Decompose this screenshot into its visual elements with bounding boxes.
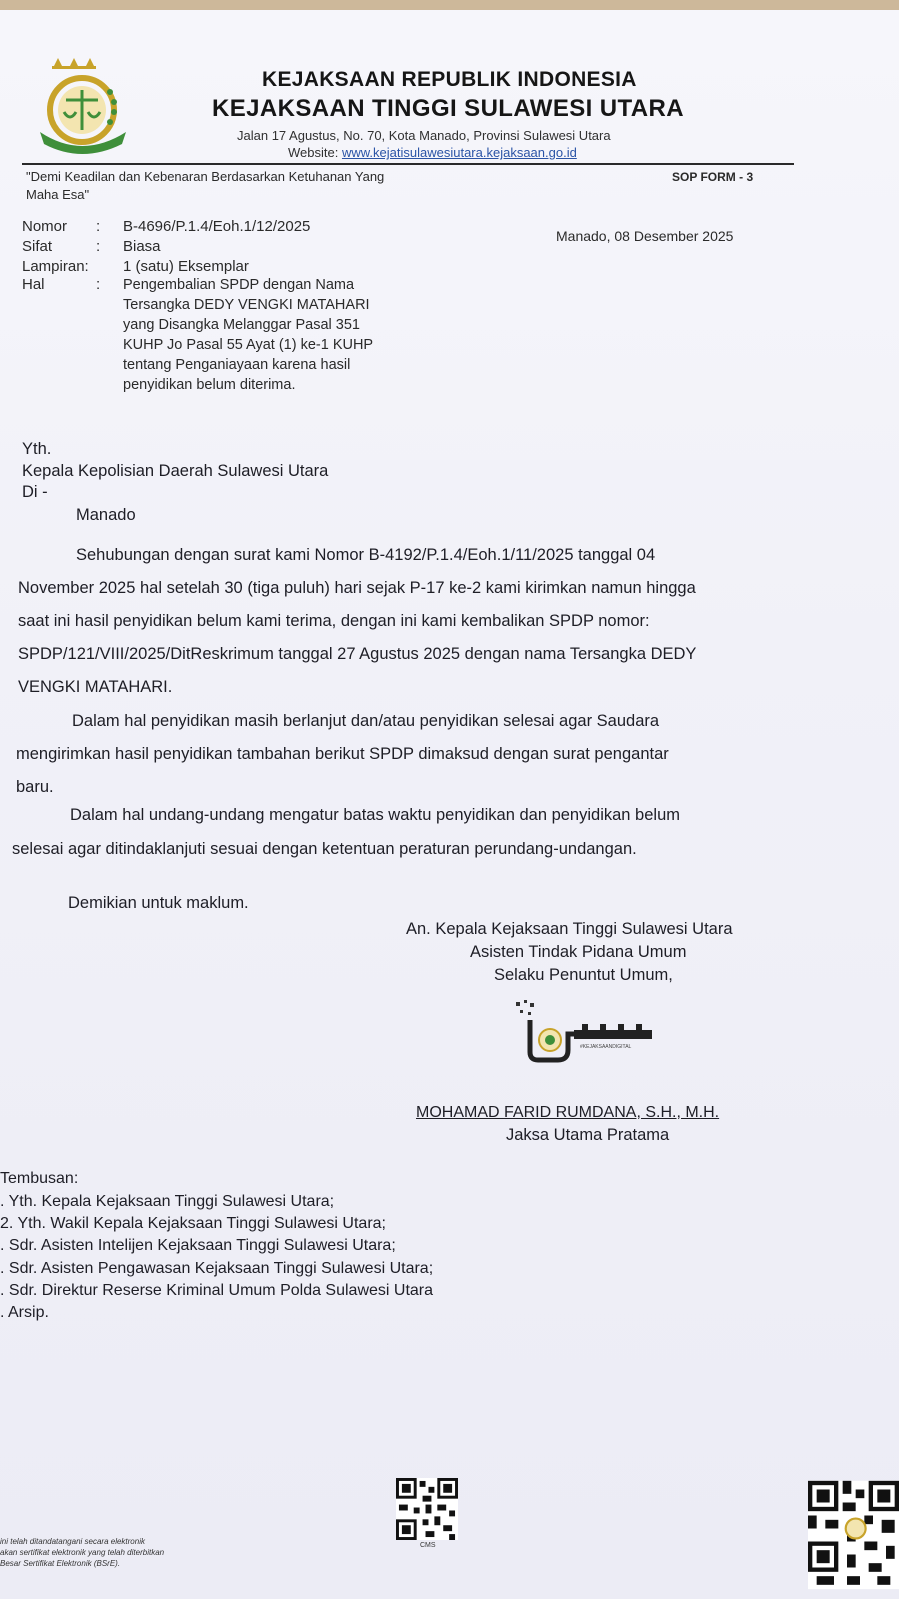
tembusan-item: 2. Yth. Wakil Kepala Kejaksaan Tinggi Sulawesi Utara; <box>0 1215 386 1232</box>
signatory-name: MOHAMAD FARID RUMDANA, S.H., M.H. <box>416 1104 720 1121</box>
recipient-di: Di - <box>22 483 48 501</box>
esign-note-line: akan sertifikat elektronik yang telah diterbitkan <box>0 1548 165 1557</box>
website-label: Website: <box>288 145 339 160</box>
closing-line: Demikian untuk maklum. <box>68 894 249 912</box>
tembusan-item: . Arsip. <box>0 1304 49 1321</box>
body-line: November 2025 hal setelah 30 (tiga puluh) hari sejak P-17 ke-2 kami kirimkan namun hingga <box>18 579 696 597</box>
qr-label: CMS <box>420 1542 436 1549</box>
body-line: SPDP/121/VIII/2025/DitReskrimum tanggal 27 Agustus 2025 dengan nama Tersangka DEDY <box>18 645 697 663</box>
hal-colon: : <box>96 276 101 293</box>
body-line: VENGKI MATAHARI. <box>18 678 173 696</box>
signatory-line-1: An. Kepala Kejaksaan Tinggi Sulawesi Utara <box>406 920 733 938</box>
tembusan-item: . Sdr. Asisten Intelijen Kejaksaan Tinggi Sulawesi Utara; <box>0 1237 396 1254</box>
nomor-value: B-4696/P.1.4/Eoh.1/12/2025 <box>123 218 311 235</box>
form-code: SOP FORM - 3 <box>672 170 754 184</box>
lampiran-label: Lampiran: <box>22 258 89 275</box>
hal-line: Tersangka DEDY VENGKI MATAHARI <box>123 297 370 313</box>
recipient-name: Kepala Kepolisian Daerah Sulawesi Utara <box>22 462 329 480</box>
recipient-yth: Yth. <box>22 440 52 458</box>
digital-stamp-caption: #KEJAKSAANDIGITAL <box>580 1044 632 1050</box>
tembusan-item: . Sdr. Asisten Pengawasan Kejaksaan Tinggi Sulawesi Utara; <box>0 1260 434 1277</box>
header-divider <box>22 163 794 165</box>
nomor-colon: : <box>96 218 101 235</box>
body-line: Sehubungan dengan surat kami Nomor B-4192/P.1.4/Eoh.1/11/2025 tanggal 04 <box>76 546 656 564</box>
signatory-line-2: Asisten Tindak Pidana Umum <box>470 943 687 961</box>
lampiran-value: 1 (satu) Eksemplar <box>123 258 249 275</box>
website-link[interactable]: www.kejatisulawesiutara.kejaksaan.go.id <box>341 145 577 160</box>
sifat-value: Biasa <box>123 238 161 255</box>
kejaksaan-logo-icon <box>34 52 134 162</box>
tembusan-item: . Yth. Kepala Kejaksaan Tinggi Sulawesi Utara; <box>0 1193 335 1210</box>
esign-note-line: ini telah ditandatangani secara elektronik <box>0 1537 145 1546</box>
sifat-label: Sifat <box>22 238 53 255</box>
document-qr-code-icon <box>808 1480 899 1590</box>
hal-line: yang Disangka Melanggar Pasal 351 <box>123 317 360 333</box>
hal-line: KUHP Jo Pasal 55 Ayat (1) ke-1 KUHP <box>123 337 374 353</box>
org-name-secondary: KEJAKSAAN TINGGI SULAWESI UTARA <box>212 95 684 122</box>
body-line: baru. <box>16 778 54 796</box>
digital-signature-stamp-icon <box>516 1000 666 1064</box>
org-address: Jalan 17 Agustus, No. 70, Kota Manado, Provinsi Sulawesi Utara <box>237 128 611 143</box>
esign-note-line: Besar Sertifikat Elektronik (BSrE). <box>0 1559 121 1568</box>
signatory-line-3: Selaku Penuntut Umum, <box>494 966 673 984</box>
hal-line: tentang Penganiayaan karena hasil <box>123 357 351 373</box>
hal-line: penyidikan belum diterima. <box>123 377 296 393</box>
motto: "Demi Keadilan dan Kebenaran Berdasarkan Ketuhanan Yang Maha Esa" <box>26 169 385 202</box>
tembusan-title: Tembusan: <box>0 1170 79 1187</box>
signatory-rank: Jaksa Utama Pratama <box>506 1126 670 1144</box>
body-line: saat ini hasil penyidikan belum kami terima, dengan ini kami kembalikan SPDP nomor: <box>18 612 650 630</box>
letter-paper <box>0 10 899 1599</box>
place-date: Manado, 08 Desember 2025 <box>556 228 734 244</box>
verification-qr-code-icon <box>396 1478 458 1540</box>
hal-label: Hal <box>22 276 45 293</box>
tembusan-item: . Sdr. Direktur Reserse Kriminal Umum Polda Sulawesi Utara <box>0 1282 434 1299</box>
body-line: Dalam hal undang-undang mengatur batas waktu penyidikan dan penyidikan belum <box>70 806 680 824</box>
sifat-colon: : <box>96 238 101 255</box>
org-name-primary: KEJAKSAAN REPUBLIK INDONESIA <box>262 68 637 91</box>
org-website <box>288 145 577 160</box>
body-line: Dalam hal penyidikan masih berlanjut dan/atau penyidikan selesai agar Saudara <box>72 712 660 730</box>
hal-line: Pengembalian SPDP dengan Nama <box>123 277 355 293</box>
nomor-label: Nomor <box>22 218 68 235</box>
recipient-city: Manado <box>76 506 136 524</box>
body-line: selesai agar ditindaklanjuti sesuai dengan ketentuan peraturan perundang-undangan. <box>12 840 637 858</box>
body-line: mengirimkan hasil penyidikan tambahan berikut SPDP dimaksud dengan surat pengantar <box>16 745 669 763</box>
